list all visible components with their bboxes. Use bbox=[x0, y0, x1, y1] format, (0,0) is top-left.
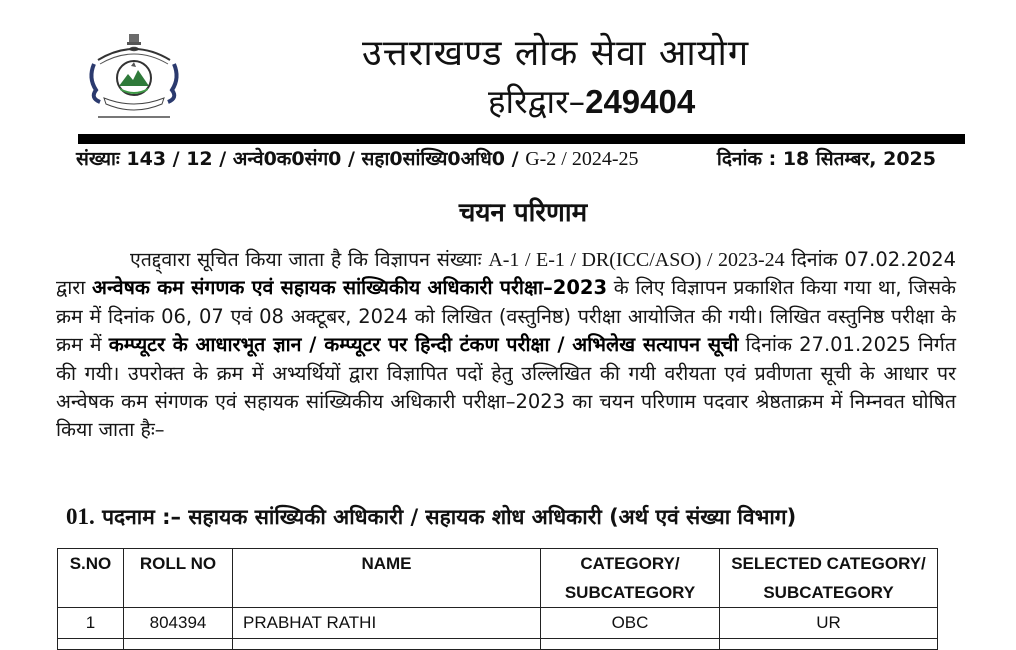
header-sno: S.NO bbox=[58, 549, 124, 608]
cell-empty bbox=[541, 639, 720, 650]
header-roll-no: ROLL NO bbox=[124, 549, 233, 608]
body-conclusion: दिनांक 27.01.2025 निर्गत की गयी। उपरोक्त के क्रम में अभ्यर्थियों द्वारा विज्ञापित पदों हेतु उल्लिखित की गयी वरीयता एवं प्रवीणता सूची के आधार पर अन्वेषक कम संगणक एवं सहायक सांख्यिकीय अधिकारी परीक्षा–2023 का चयन परिणाम पदवार श्रेष्ठताक्रम में निम्नवत घोषित किया जाता हैः– bbox=[56, 333, 956, 442]
organization-address bbox=[488, 80, 695, 124]
selection-results-table bbox=[57, 548, 938, 650]
cell-roll-no: 804394 bbox=[124, 608, 233, 639]
notice-body bbox=[56, 246, 956, 445]
post-title: सहायक सांख्यिकी अधिकारी / सहायक शोध अधिकारी (अर्थ एवं संख्या विभाग) bbox=[188, 505, 797, 529]
cell-empty bbox=[720, 639, 938, 650]
body-intro: एतद्द्वारा सूचित किया जाता है कि विज्ञापन संख्याः bbox=[130, 248, 482, 271]
cell-category: OBC bbox=[541, 608, 720, 639]
organization-name: उत्तराखण्ड लोक सेवा आयोग bbox=[362, 33, 750, 74]
header-divider bbox=[78, 134, 965, 144]
post-label: पदनाम :– bbox=[102, 505, 182, 529]
pincode: 249404 bbox=[585, 83, 696, 120]
header-selected-line2: SUBCATEGORY bbox=[763, 583, 894, 602]
reference-date bbox=[717, 146, 936, 172]
header-selected-line1: SELECTED CATEGORY/ bbox=[731, 554, 926, 573]
header-category-line2: SUBCATEGORY bbox=[564, 583, 696, 602]
cell-empty bbox=[233, 639, 541, 650]
header-category bbox=[541, 549, 720, 608]
post-heading bbox=[66, 502, 796, 532]
date-value: 18 सितम्बर, 2025 bbox=[782, 148, 936, 170]
exam-name: अन्वेषक कम संगणक एवं सहायक सांख्यिकीय अधिकारी परीक्षा–2023 bbox=[92, 276, 608, 300]
cell-empty bbox=[124, 639, 233, 650]
address-separator: – bbox=[568, 82, 586, 121]
header-category-line1: CATEGORY/ bbox=[580, 554, 680, 573]
header-selected-category bbox=[720, 549, 938, 608]
cell-empty bbox=[58, 639, 124, 650]
uttarakhand-psc-emblem-icon bbox=[84, 30, 184, 122]
advertisement-number: A-1 / E-1 / DR(ICC/ASO) / 2023-24 bbox=[488, 249, 785, 271]
commission-logo bbox=[84, 30, 184, 122]
reference-line bbox=[76, 146, 976, 172]
cell-sno: 1 bbox=[58, 608, 124, 639]
header-name: NAME bbox=[233, 549, 541, 608]
table-header-row bbox=[58, 549, 938, 608]
cell-selected-category: UR bbox=[720, 608, 938, 639]
reference-number: 143 / 12 / अन्वे0क0संग0 / सहा0सांख्यि0अधि0 / bbox=[126, 148, 519, 170]
table-row bbox=[58, 608, 938, 639]
table-row-cut-off bbox=[58, 639, 938, 650]
body-exam-details: के लिए विज्ञापन प्रकाशित किया गया था, जिसके क्रम में दिनांक 06, 07 एवं 08 अक्टूबर, 2024 को लिखित (वस्तुनिष्ठ) परीक्षा आयोजित की गयी। लिखित वस्तुनिष्ठ परीक्षा के क्रम में bbox=[56, 276, 956, 357]
reference-code: G-2 / 2024-25 bbox=[525, 148, 639, 170]
post-number: 01. bbox=[66, 504, 95, 529]
city-name: हरिद्वार bbox=[488, 82, 569, 121]
verification-list-name: कम्प्यूटर के आधारभूत ज्ञान / कम्प्यूटर पर हिन्दी टंकण परीक्षा / अभिलेख सत्यापन सूची bbox=[108, 333, 739, 357]
reference-label: संख्याः bbox=[76, 148, 120, 170]
body-date-text: दिनांक 07.02.2024 द्वारा bbox=[56, 248, 957, 300]
date-label: दिनांक : bbox=[716, 148, 777, 170]
page-title: चयन परिणाम bbox=[458, 198, 588, 228]
cell-name: PRABHAT RATHI bbox=[233, 608, 541, 639]
